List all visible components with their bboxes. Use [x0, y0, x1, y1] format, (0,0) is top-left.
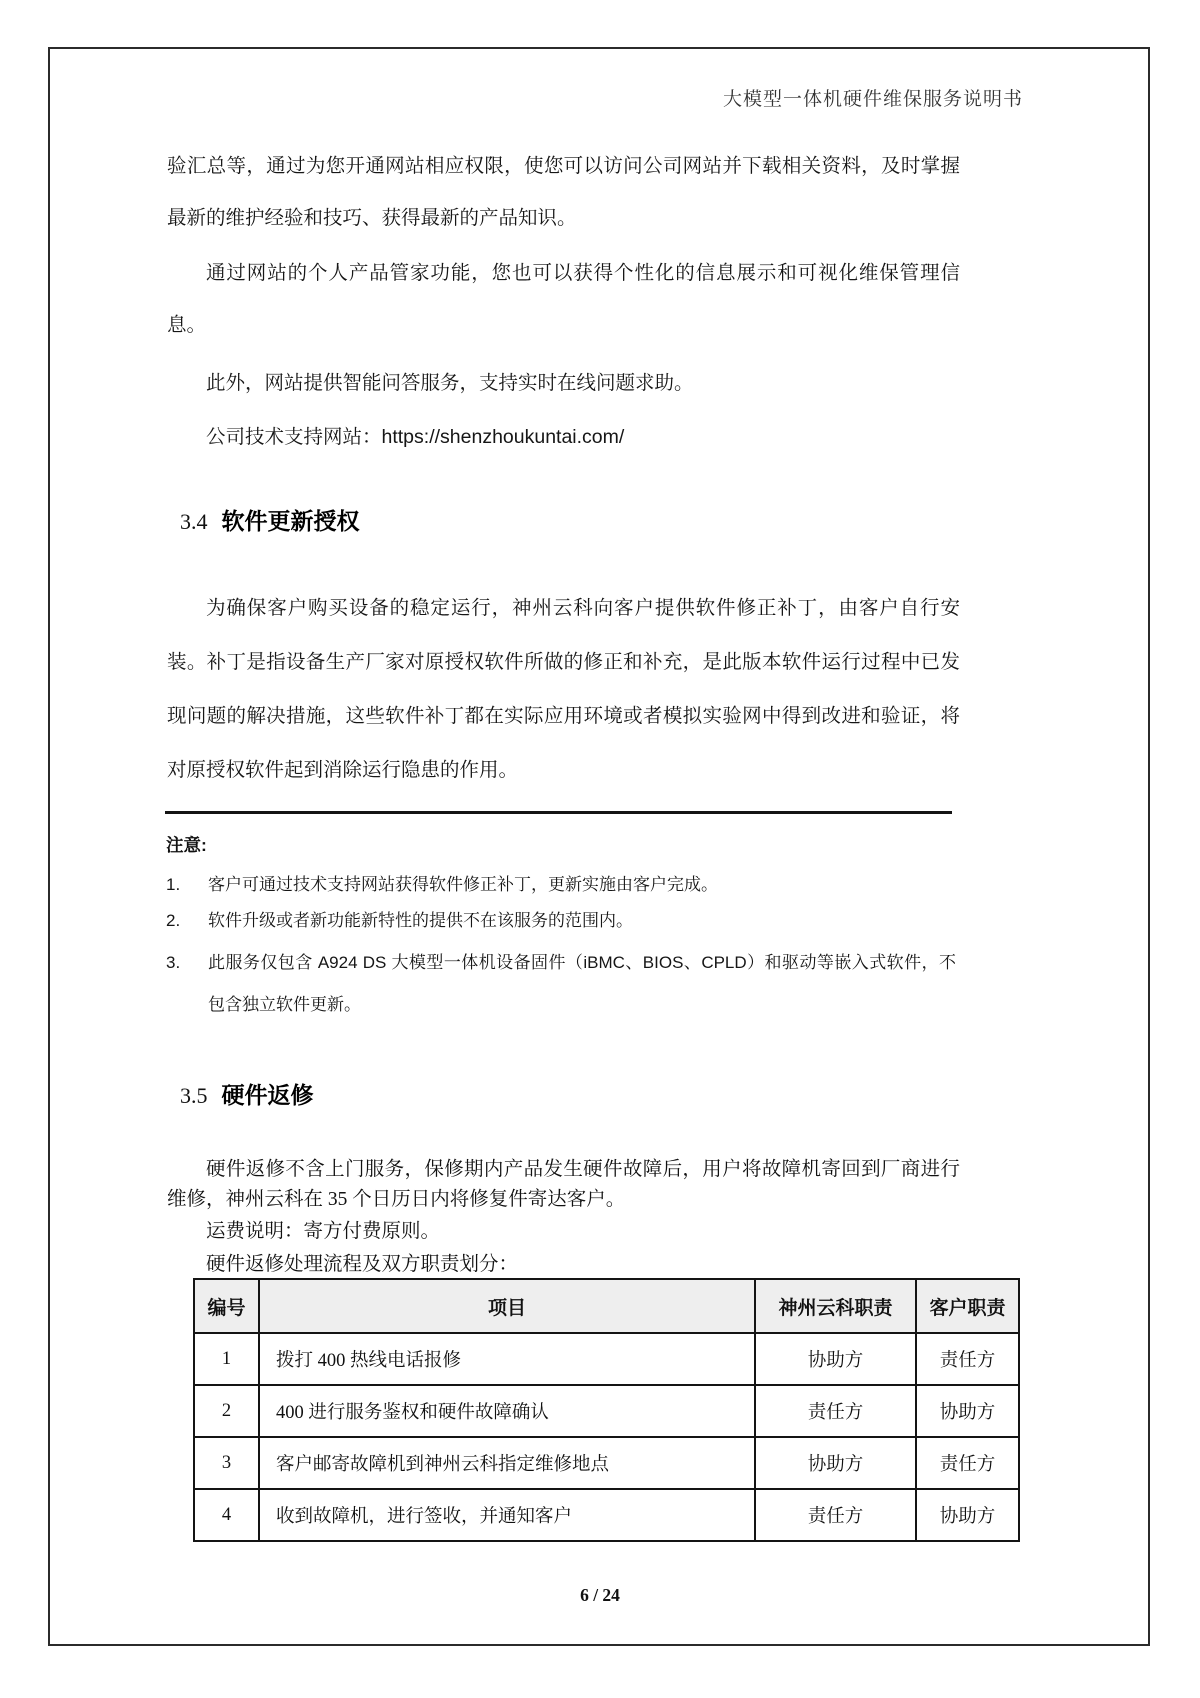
- table-header-cell-number: 编号: [194, 1279, 259, 1333]
- section-heading-3-4: [180, 503, 360, 536]
- table-cell-customer-duty: 责任方: [916, 1333, 1019, 1385]
- table-cell-item: 客户邮寄故障机到神州云科指定维修地点: [259, 1437, 755, 1489]
- note-item: [166, 942, 956, 1026]
- note-divider-rule: [165, 811, 952, 814]
- table-row: [194, 1385, 1019, 1437]
- page-header-title: 大模型一体机硬件维保服务说明书: [722, 89, 1023, 110]
- note-list: [166, 870, 956, 1032]
- table-cell-customer-duty: 协助方: [916, 1489, 1019, 1541]
- table-cell-vendor-duty: 协助方: [755, 1333, 916, 1385]
- section-title: 硬件返修: [221, 1082, 314, 1108]
- table-row: [194, 1489, 1019, 1541]
- section-title: 软件更新授权: [221, 508, 360, 534]
- section-3-4-body: 为确保客户购买设备的稳定运行，神州云科向客户提供软件修正补丁，由客户自行安装。补丁是指设备生产厂家对原授权软件所做的修正和补充，是此版本软件运行过程中已发现问题的解决措施，这些软件补丁都在实际应用环境或者模拟实验网中得到改进和验证，将对原授权软件起到消除运行隐患的作用。: [167, 597, 960, 781]
- table-cell-vendor-duty: 责任方: [755, 1489, 916, 1541]
- support-website-line: 公司技术支持网站：https://shenzhoukuntai.com/: [206, 426, 625, 448]
- section-number: 3.4: [180, 509, 208, 534]
- table-cell-item: 400 进行服务鉴权和硬件故障确认: [259, 1385, 755, 1437]
- paragraph-continued: 验汇总等，通过为您开通网站相应权限，使您可以访问公司网站并下载相关资料，及时掌握最新的维护经验和技巧、获得最新的产品知识。: [167, 155, 960, 229]
- table-header-cell-customer-duty: 客户职责: [916, 1279, 1019, 1333]
- note-item-number: 3.: [166, 953, 181, 972]
- footer-page-number: 6 / 24: [580, 1585, 620, 1605]
- note-item-number: 1.: [166, 875, 181, 894]
- note-item-text: 软件升级或者新功能新特性的提供不在该服务的范围内。: [208, 911, 633, 930]
- table-cell-customer-duty: 责任方: [916, 1437, 1019, 1489]
- table-cell-number: 3: [194, 1437, 259, 1489]
- table-header-cell-item: 项目: [259, 1279, 755, 1333]
- table-row: [194, 1333, 1019, 1385]
- note-item-text: 客户可通过技术支持网站获得软件修正补丁，更新实施由客户完成。: [208, 875, 718, 894]
- shipping-note-line: 运费说明：寄方付费原则。: [206, 1221, 441, 1242]
- table-header-row: [194, 1279, 1019, 1333]
- table-intro-line: 硬件返修处理流程及双方职责划分：: [206, 1254, 519, 1275]
- note-item: [166, 870, 956, 900]
- section-heading-3-5: [180, 1077, 314, 1110]
- section-3-5-paragraph: 硬件返修不含上门服务，保修期内产品发生硬件故障后，用户将故障机寄回到厂商进行维修，神州云科在 35 个日历日内将修复件寄达客户。: [167, 1159, 960, 1210]
- table-cell-item: 收到故障机，进行签收，并通知客户: [259, 1489, 755, 1541]
- table-cell-vendor-duty: 责任方: [755, 1385, 916, 1437]
- paragraph: 此外，网站提供智能问答服务，支持实时在线问题求助。: [206, 372, 694, 394]
- table-header-cell-vendor-duty: 神州云科职责: [755, 1279, 916, 1333]
- table-cell-number: 1: [194, 1333, 259, 1385]
- table-cell-vendor-duty: 协助方: [755, 1437, 916, 1489]
- note-item: [166, 906, 956, 936]
- note-item-text: 此服务仅包含 A924 DS 大模型一体机设备固件（iBMC、BIOS、CPLD）和驱动等嵌入式软件，不包含独立软件更新。: [208, 953, 956, 1014]
- note-label: 注意:: [166, 835, 207, 855]
- note-item-number: 2.: [166, 911, 181, 930]
- table-cell-customer-duty: 协助方: [916, 1385, 1019, 1437]
- table-row: [194, 1437, 1019, 1489]
- table-cell-item: 拨打 400 热线电话报修: [259, 1333, 755, 1385]
- table-cell-number: 2: [194, 1385, 259, 1437]
- section-number: 3.5: [180, 1083, 208, 1108]
- responsibility-table: [193, 1278, 1020, 1542]
- table-cell-number: 4: [194, 1489, 259, 1541]
- paragraph: 通过网站的个人产品管家功能，您也可以获得个性化的信息展示和可视化维保管理信息。: [167, 262, 960, 336]
